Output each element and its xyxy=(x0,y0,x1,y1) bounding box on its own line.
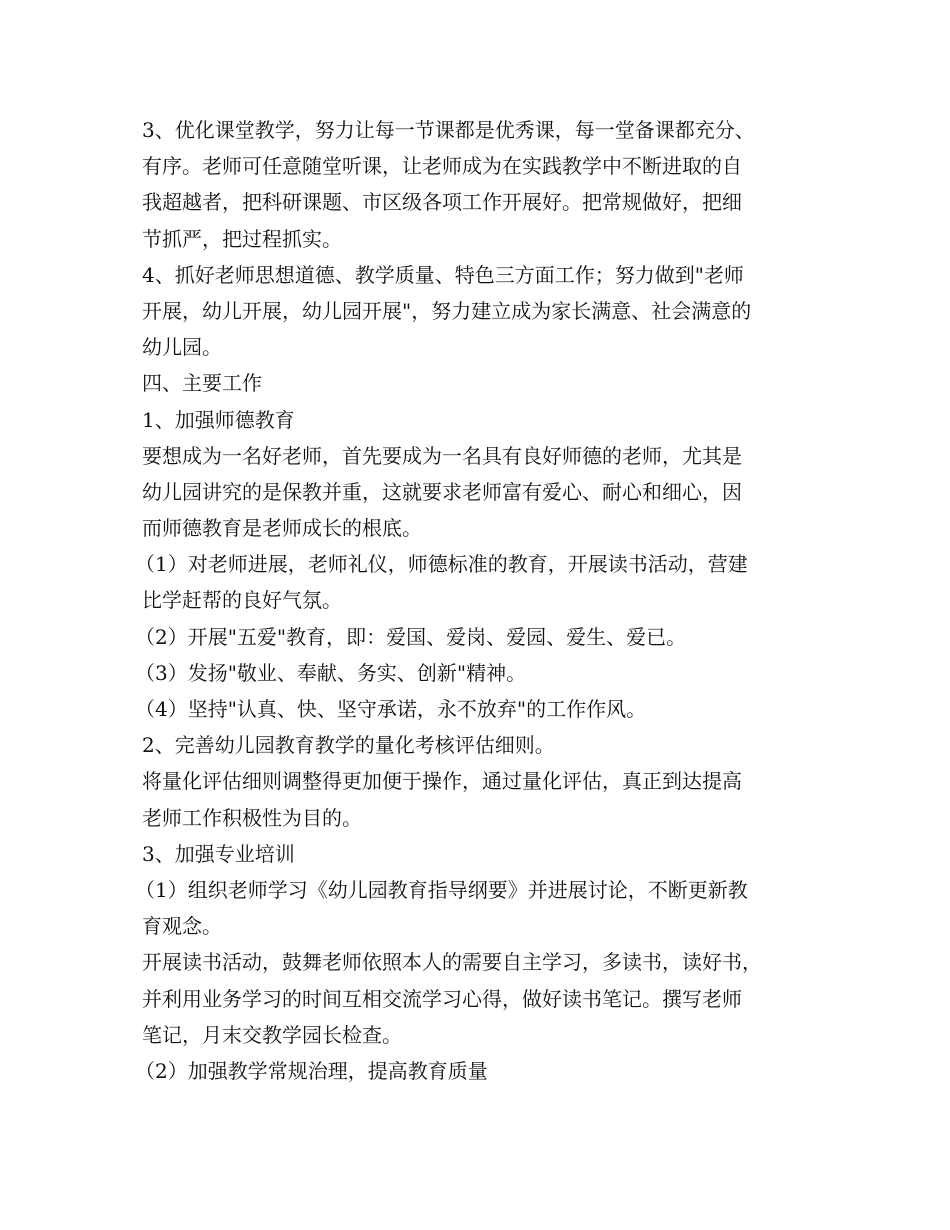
list-item: （3）发扬"敬业、奉献、务实、创新"精神。 xyxy=(135,660,527,685)
list-item: （2）开展"五爱"教育，即：爱国、爱岗、爱园、爱生、爱已。 xyxy=(135,624,687,649)
section-heading: 四、主要工作 xyxy=(142,371,262,396)
list-item: （1）组织老师学习《幼儿园教育指导纲要》并进展讨论，不断更新教 xyxy=(135,877,748,902)
list-item: （1）对老师进展，老师礼仪，师德标准的教育，开展读书活动，营建 xyxy=(135,552,748,577)
text-line: 我超越者，把科研课题、市区级各项工作开展好。把常规做好，把细 xyxy=(142,190,742,215)
subsection-heading: 2、完善幼儿园教育教学的量化考核评估细则。 xyxy=(142,733,555,758)
text-line: 而师德教育是老师成长的根底。 xyxy=(142,516,422,541)
text-line: 有序。老师可任意随堂听课，让老师成为在实践教学中不断进取的自 xyxy=(142,154,742,179)
text-line: 并利用业务学习的时间互相交流学习心得，做好读书笔记。撰写老师 xyxy=(142,986,742,1011)
text-line: 将量化评估细则调整得更加便于操作，通过量化评估，真正到达提高 xyxy=(142,769,742,794)
list-item: （4）坚持"认真、快、坚守承诺，永不放弃"的工作作风。 xyxy=(135,697,647,721)
list-item: （2）加强教学常规治理，提高教育质量 xyxy=(135,1058,488,1083)
text-line: 要想成为一名好老师，首先要成为一名具有良好师德的老师，尤其是 xyxy=(142,443,742,468)
text-line: 育观念。 xyxy=(142,914,222,939)
text-line: 比学赶帮的良好气氛。 xyxy=(142,588,342,613)
text-line: 节抓严，把过程抓实。 xyxy=(142,226,342,251)
text-line: 3、优化课堂教学，努力让每一节课都是优秀课，每一堂备课都充分、 xyxy=(142,118,755,142)
document-body xyxy=(135,112,812,1089)
text-line: 幼儿园。 xyxy=(142,335,222,360)
text-line: 4、抓好老师思想道德、教学质量、特色三方面工作；努力做到"老师 xyxy=(142,262,744,287)
subsection-heading: 1、加强师德教育 xyxy=(142,407,295,432)
text-line: 幼儿园讲究的是保教并重，这就要求老师富有爱心、耐心和细心，因 xyxy=(142,479,742,504)
subsection-heading: 3、加强专业培训 xyxy=(142,841,295,866)
text-line: 开展读书活动，鼓舞老师依照本人的需要自主学习，多读书，读好书， xyxy=(142,950,762,975)
text-line: 笔记，月末交教学园长检查。 xyxy=(142,1022,402,1047)
text-line: 老师工作积极性为目的。 xyxy=(142,805,362,830)
text-line: 开展，幼儿开展，幼儿园开展"，努力建立成为家长满意、社会满意的 xyxy=(142,298,752,323)
